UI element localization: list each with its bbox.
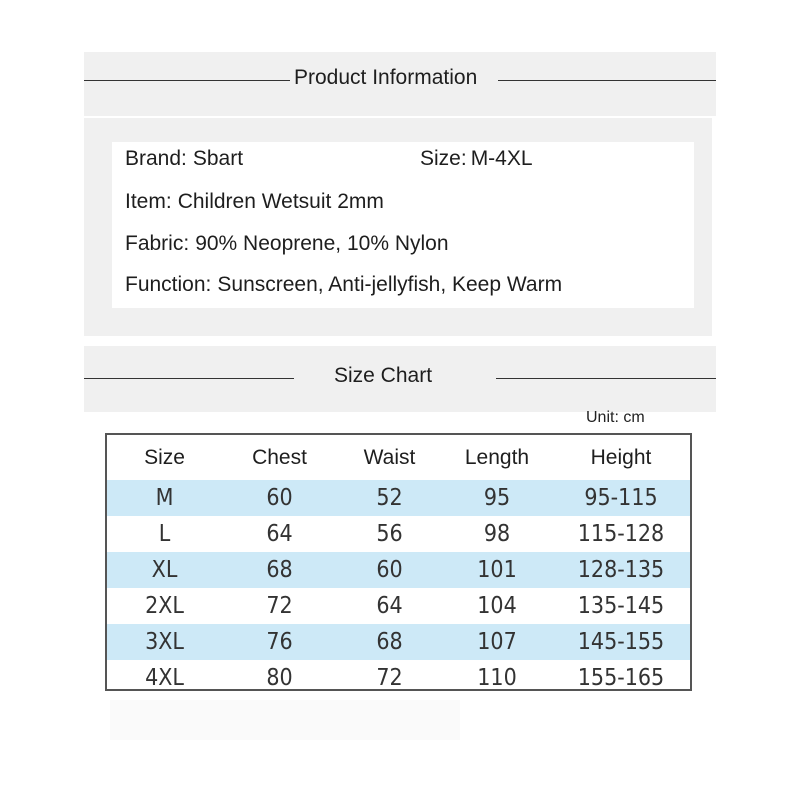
brand-value: Sbart <box>192 147 244 170</box>
table-cell: 3XL <box>107 624 222 660</box>
table-row <box>107 516 690 552</box>
table-row <box>107 552 690 588</box>
table-row <box>107 660 690 696</box>
item-line <box>125 190 384 214</box>
column-header: Waist <box>363 445 416 469</box>
table-cell: 95-115 <box>552 480 690 516</box>
table-cell: 115-128 <box>577 521 665 547</box>
table-cell: 60 <box>337 552 442 588</box>
table-cell: 64 <box>376 593 403 619</box>
size-chart-table <box>105 433 692 691</box>
table-cell: 135-145 <box>577 593 665 619</box>
table-cell: 2XL <box>145 593 184 619</box>
table-cell: 95 <box>442 480 552 516</box>
table-cell: 80 <box>266 665 293 691</box>
table-cell: 98 <box>483 521 511 547</box>
table-cell: 110 <box>477 665 517 691</box>
table-cell: 107 <box>442 624 552 660</box>
table-cell: 68 <box>222 552 337 588</box>
table-cell: 101 <box>442 552 552 588</box>
product-info-rule-left <box>84 80 290 81</box>
size-chart-rule-right <box>496 378 716 379</box>
column-header: Size <box>144 445 185 469</box>
unit-label: Unit: cm <box>586 409 645 426</box>
table-cell: 64 <box>266 521 293 547</box>
table-cell: 4XL <box>145 665 184 691</box>
table-cell: 72 <box>376 665 403 691</box>
table-cell: 52 <box>337 480 442 516</box>
table-row <box>107 624 690 660</box>
column-header: Length <box>464 445 530 469</box>
fabric-line <box>125 232 449 256</box>
table-cell: 145-155 <box>552 624 690 660</box>
function-key: Function: <box>125 273 212 296</box>
column-header: Chest <box>252 445 307 469</box>
function-line <box>125 273 562 297</box>
table-row <box>107 588 690 624</box>
table-cell: 60 <box>222 480 337 516</box>
product-info-title: Product Information <box>294 66 478 89</box>
table-cell: M <box>107 480 222 516</box>
brand-key: Brand: <box>125 147 187 170</box>
footer-shadow <box>110 700 460 740</box>
table-cell: 155-165 <box>577 665 665 691</box>
table-cell: 56 <box>376 521 403 547</box>
table-cell: 72 <box>266 593 293 619</box>
table-row <box>107 480 690 516</box>
product-info-rule-right <box>498 80 716 81</box>
size-key: Size: <box>420 147 467 170</box>
fabric-key: Fabric: <box>125 232 190 255</box>
size-chart-rule-left <box>84 378 294 379</box>
item-value: Children Wetsuit 2mm <box>177 190 384 213</box>
table-cell: 76 <box>222 624 337 660</box>
table-cell: 128-135 <box>552 552 690 588</box>
brand-line <box>125 147 243 171</box>
column-header: Height <box>590 445 652 469</box>
table-cell: 68 <box>337 624 442 660</box>
size-chart-title: Size Chart <box>334 364 433 387</box>
fabric-value: 90% Neoprene, 10% Nylon <box>195 232 449 255</box>
item-key: Item: <box>125 190 172 213</box>
table-cell: 104 <box>477 593 517 619</box>
table-cell: L <box>158 521 171 547</box>
size-line <box>420 147 533 171</box>
table-header-row <box>107 435 690 480</box>
function-value: Sunscreen, Anti-jellyfish, Keep Warm <box>217 273 563 296</box>
table-cell: XL <box>107 552 222 588</box>
size-value: M-4XL <box>470 147 533 170</box>
